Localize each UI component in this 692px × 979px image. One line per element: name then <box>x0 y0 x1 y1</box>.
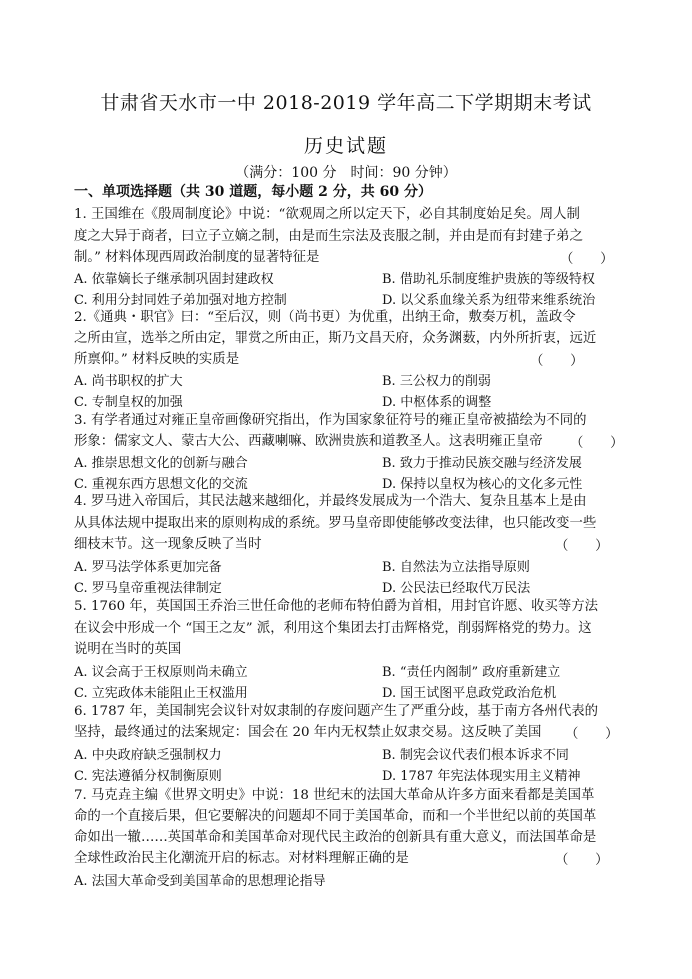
question-line: 度之大异于商者，曰立子立嫡之制，由是而生宗法及丧服之制，并由是而有封建子弟之 <box>74 229 583 244</box>
option-a: A. 议会高于王权原则尚未确立 <box>74 665 248 680</box>
section-heading: 一、单项选择题（共 30 道题，每小题 2 分，共 60 分） <box>74 184 432 200</box>
question-line: 坚持，最终通过的法案规定：国会在 20 年内无权禁止奴隶交易。这反映了美国 <box>74 725 542 740</box>
question-line: 从具体法规中提取出来的原则构成的系统。罗马皇帝即使能够改变法律，也只能改变一些 <box>74 516 597 531</box>
option-a: A. 罗马法学体系更加完备 <box>74 560 222 575</box>
option-c: C. 立宪政体未能阻止王权滥用 <box>74 686 248 701</box>
option-b: B. 自然法为立法指导原则 <box>382 560 530 575</box>
option-a: A. 中央政府缺乏强制权力 <box>74 748 222 763</box>
option-b: B. 制宪会议代表们根本诉求不同 <box>382 748 569 763</box>
option-b: B. 借助礼乐制度维护贵族的等级特权 <box>382 272 595 287</box>
option-b: B. 致力于推动民族交融与经济发展 <box>382 456 582 471</box>
option-a: A. 法国大革命受到美国革命的思想理论指导 <box>74 874 326 889</box>
answer-bracket: （ ） <box>560 252 614 267</box>
question-line: 所禀仰。” 材料反映的实质是 <box>74 352 240 367</box>
answer-bracket: （ ） <box>555 853 609 868</box>
answer-bracket: （ ） <box>565 727 619 742</box>
question-line: 之所由宣，选举之所由定，罪赏之所由正，斯乃文昌天府，众务渊薮，内外所折衷，远近 <box>74 331 597 346</box>
question-line: 命如出一辙……英国革命和美国革命对现代民主政治的创新具有重大意义，而法国革命是 <box>74 830 597 845</box>
option-b: B. “责任内阁制” 政府重新建立 <box>382 665 561 680</box>
option-d: D. 保持以皇权为核心的文化多元性 <box>382 477 583 492</box>
question-line: 6. 1787 年，美国制宪会议针对奴隶制的存废问题产生了严重分歧，基于南方各州代表的 <box>74 704 599 719</box>
option-d: D. 国王试图平息政党政治危机 <box>382 686 557 701</box>
question-line: 命的一个直接后果，但它要解决的问题却不同于美国革命，而和一个半世纪以前的英国革 <box>74 809 597 824</box>
question-line: 7. 马克垚主编《世界文明史》中说：18 世纪末的法国大革命从许多方面来看都是美国革 <box>74 788 595 803</box>
option-d: D. 中枢体系的调整 <box>382 395 492 410</box>
option-a: A. 推崇思想文化的创新与融合 <box>74 456 248 471</box>
question-line: 细枝末节。这一现象反映了当时 <box>74 537 262 552</box>
option-d: D. 1787 年宪法体现实用主义精神 <box>382 769 581 784</box>
question-line: 2.《通典・职官》曰：“至后汉，则（尚书更）为优重，出纳王命，敷奏万机，盖政令 <box>74 310 576 325</box>
option-c: C. 重视东西方思想文化的交流 <box>74 477 248 492</box>
option-c: C. 罗马皇帝重视法律制定 <box>74 581 222 596</box>
option-c: C. 利用分封同姓子弟加强对地方控制 <box>74 293 287 308</box>
exam-meta: （满分：100 分 时间：90 分钟） <box>235 165 457 181</box>
option-a: A. 依靠嫡长子继承制巩固封建政权 <box>74 272 274 287</box>
option-c: C. 宪法遵循分权制衡原则 <box>74 769 222 784</box>
question-line: 全球性政治民主化潮流开启的标志。对材料理解正确的是 <box>74 851 409 866</box>
exam-subtitle: 历史试题 <box>303 135 388 157</box>
question-line: 1. 王国维在《殷周制度论》中说：“欲观周之所以定天下，必自其制度始足矣。周人制 <box>74 207 580 222</box>
question-line: 在议会中形成一个 “国王之友” 派，利用这个集团去打击辉格党，削弱辉格党的势力。这 <box>74 621 592 636</box>
answer-bracket: （ ） <box>570 436 624 451</box>
option-d: D. 以父系血缘关系为纽带来维系统治 <box>382 293 596 308</box>
option-a: A. 尚书职权的扩大 <box>74 374 183 389</box>
question-line: 说明在当时的英国 <box>74 642 182 657</box>
answer-bracket: （ ） <box>530 354 584 369</box>
answer-bracket: （ ） <box>555 539 609 554</box>
question-line: 4. 罗马进入帝国后，其民法越来越细化，并最终发展成为一个浩大、复杂且基本上是由 <box>74 494 587 509</box>
option-d: D. 公民法已经取代万民法 <box>382 581 531 596</box>
exam-title: 甘肃省天水市一中 2018-2019 学年高二下学期期末考试 <box>100 92 592 114</box>
option-c: C. 专制皇权的加强 <box>74 395 183 410</box>
question-line: 3. 有学者通过对雍正皇帝画像研究指出，作为国家象征符号的雍正皇帝被描绘为不同的 <box>74 413 587 428</box>
question-line: 形象：儒家文人、蒙古大公、西藏喇嘛、欧洲贵族和道教圣人。这表明雍正皇帝 <box>74 434 543 449</box>
question-line: 5. 1760 年，英国国王乔治三世任命他的老师布特伯爵为首相，用封官许愿、收买等方法 <box>74 599 599 614</box>
question-line: 制。” 材料体现西周政治制度的显著特征是 <box>74 250 320 265</box>
option-b: B. 三公权力的削弱 <box>382 374 491 389</box>
